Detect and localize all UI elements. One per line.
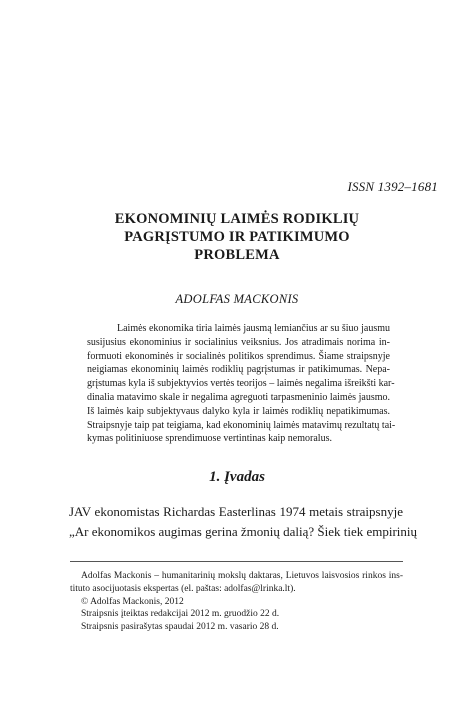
abstract-line: kymas politiniuose sprendimuose vertintinas kaip nemoralus. bbox=[87, 433, 332, 445]
section-heading: 1. Įvadas bbox=[209, 469, 265, 485]
title-line: PROBLEMA bbox=[194, 247, 280, 263]
abstract-line: formuoti ekonominės ir socialinės politikos sprendimus. Šiame straipsnyje bbox=[87, 350, 390, 362]
abstract-line: grįstumas kyla iš subjektyvios vertės teorijos – laimės negalima išreikšti kar- bbox=[87, 378, 395, 390]
abstract-line: Straipsnyje taip pat teigiama, kad ekonominių laimės matavimų rezultatų tai- bbox=[87, 419, 396, 431]
footnote-line: tituto asocijuotasis ekspertas (el. paštas: adolfas@lrinka.lt). bbox=[70, 583, 296, 594]
issn-header: ISSN 1392–1681 bbox=[347, 179, 438, 194]
footnote-line: Straipsnis įteiktas redakcijai 2012 m. gruodžio 22 d. bbox=[81, 609, 280, 620]
title-line: PAGRĮSTUMO IR PATIKIMUMO bbox=[124, 229, 350, 245]
article-author: ADOLFAS MACKONIS bbox=[175, 292, 299, 306]
abstract-line: Laimės ekonomika tiria laimės jausmą lemiančius ar su šiuo jausmu bbox=[117, 323, 390, 334]
abstract-line: susijusius ekonominius ir socialinius veiksnius. Jos atradimais norima in- bbox=[87, 336, 390, 348]
footnote-line: Straipsnis pasirašytas spaudai 2012 m. vasario 28 d. bbox=[81, 622, 279, 633]
footnote-divider bbox=[70, 561, 403, 562]
abstract-line: Iš laimės kaip subjektyvaus dalyko kyla ir laimės rodiklių nepatikimumas. bbox=[87, 405, 390, 417]
body-line: JAV ekonomistas Richardas Easterlinas 1974 metais straipsnyje bbox=[69, 504, 403, 519]
abstract-line: neigiamas ekonominių laimės rodiklių pagrįstumas ir patikimumas. Nepa- bbox=[87, 364, 390, 376]
footnote-line: © Adolfas Mackonis, 2012 bbox=[81, 596, 184, 607]
title-line: EKONOMINIŲ LAIMĖS RODIKLIŲ bbox=[114, 211, 360, 227]
abstract-line: dinalia matavimo skale ir negalima agreguoti tarpasmeninio laimės jausmo. bbox=[87, 391, 390, 403]
abstract bbox=[87, 322, 396, 446]
footnote-line: Adolfas Mackonis – humanitarinių mokslų daktaras, Lietuvos laisvosios rinkos ins- bbox=[81, 571, 403, 581]
footnote bbox=[70, 570, 403, 634]
body-paragraph bbox=[69, 502, 418, 542]
body-line: „Ar ekonomikos augimas gerina žmonių dalią? Šiek tiek empirinių bbox=[69, 524, 418, 539]
article-title bbox=[0, 210, 474, 264]
